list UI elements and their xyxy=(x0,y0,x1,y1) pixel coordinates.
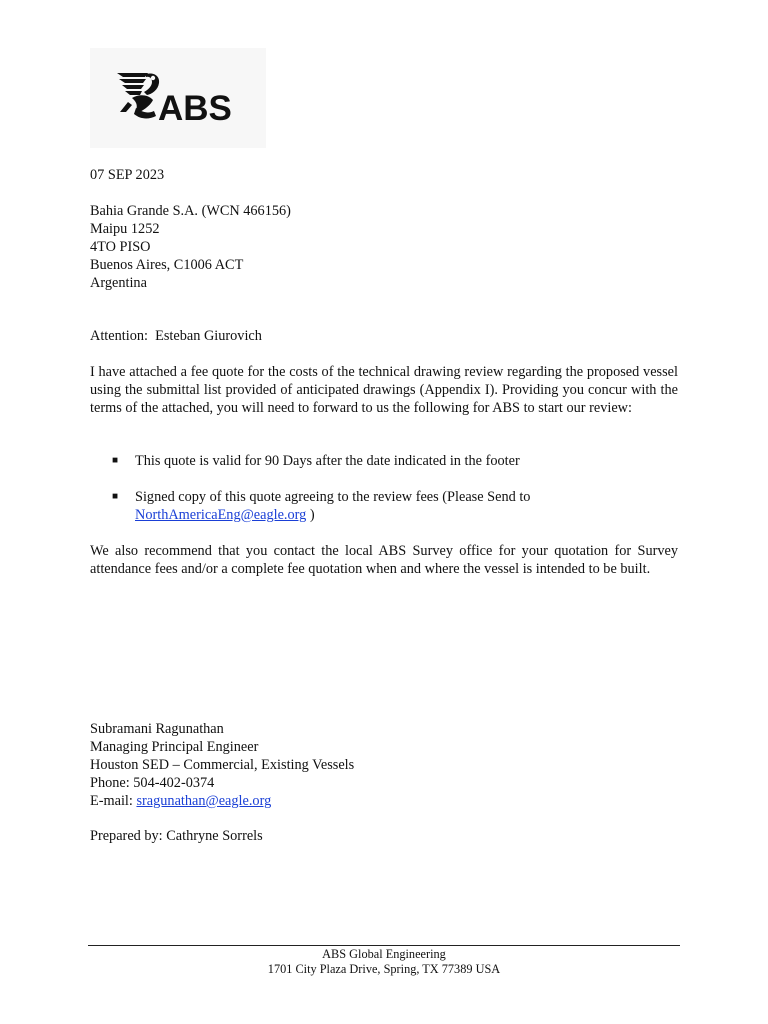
letter-date: 07 SEP 2023 xyxy=(90,167,165,183)
recipient-street: Maipu 1252 xyxy=(90,221,160,237)
footer-divider xyxy=(88,945,680,946)
signer-phone: Phone: 504-402-0374 xyxy=(90,775,215,791)
recipient-country: Argentina xyxy=(90,275,147,291)
signer-email-line xyxy=(90,792,271,810)
signer-name: Subramani Ragunathan xyxy=(90,721,224,737)
quote-email-link[interactable]: NorthAmericaEng@eagle.org xyxy=(135,507,307,523)
bullet-icon: ■ xyxy=(112,491,119,502)
footer-address: 1701 City Plaza Drive, Spring, TX 77389 USA xyxy=(267,962,501,976)
bullet-text-prefix: Signed copy of this quote agreeing to the review fees (Please Send to xyxy=(135,489,531,505)
bullet-icon: ■ xyxy=(112,455,119,466)
prepared-by: Prepared by: Cathryne Sorrels xyxy=(90,828,263,844)
attention-line: Attention: Esteban Giurovich xyxy=(90,328,262,344)
recipient-floor: 4TO PISO xyxy=(90,239,151,255)
bullet-text: This quote is valid for 90 Days after the date indicated in the footer xyxy=(135,453,520,469)
body-paragraph-1: I have attached a fee quote for the costs of the technical drawing review regarding the proposed vessel using the submittal list provided of anticipated drawings (Appendix I). Providing you concur with the terms of the attached, you will need to forward to us the following for ABS to start our review: xyxy=(90,364,678,416)
eagle-icon xyxy=(90,48,266,148)
footer-org: ABS Global Engineering xyxy=(322,947,446,961)
recipient-company: Bahia Grande S.A. (WCN 466156) xyxy=(90,203,291,219)
body-paragraph-2: We also recommend that you contact the local ABS Survey office for your quotation for Survey attendance fees and/or a complete fee quotation when and where the vessel is intended to be built. xyxy=(90,543,678,577)
abs-logo xyxy=(90,48,266,148)
logo-wordmark: ABS xyxy=(158,89,232,128)
signer-email-link[interactable]: sragunathan@eagle.org xyxy=(136,793,272,809)
recipient-city: Buenos Aires, C1006 ACT xyxy=(90,257,244,273)
signer-office: Houston SED – Commercial, Existing Vessels xyxy=(90,757,355,773)
bullet-text-suffix: ) xyxy=(306,507,315,523)
bullet-text xyxy=(135,488,675,524)
signer-title: Managing Principal Engineer xyxy=(90,739,259,755)
signer-email-label: E-mail: xyxy=(90,793,137,809)
